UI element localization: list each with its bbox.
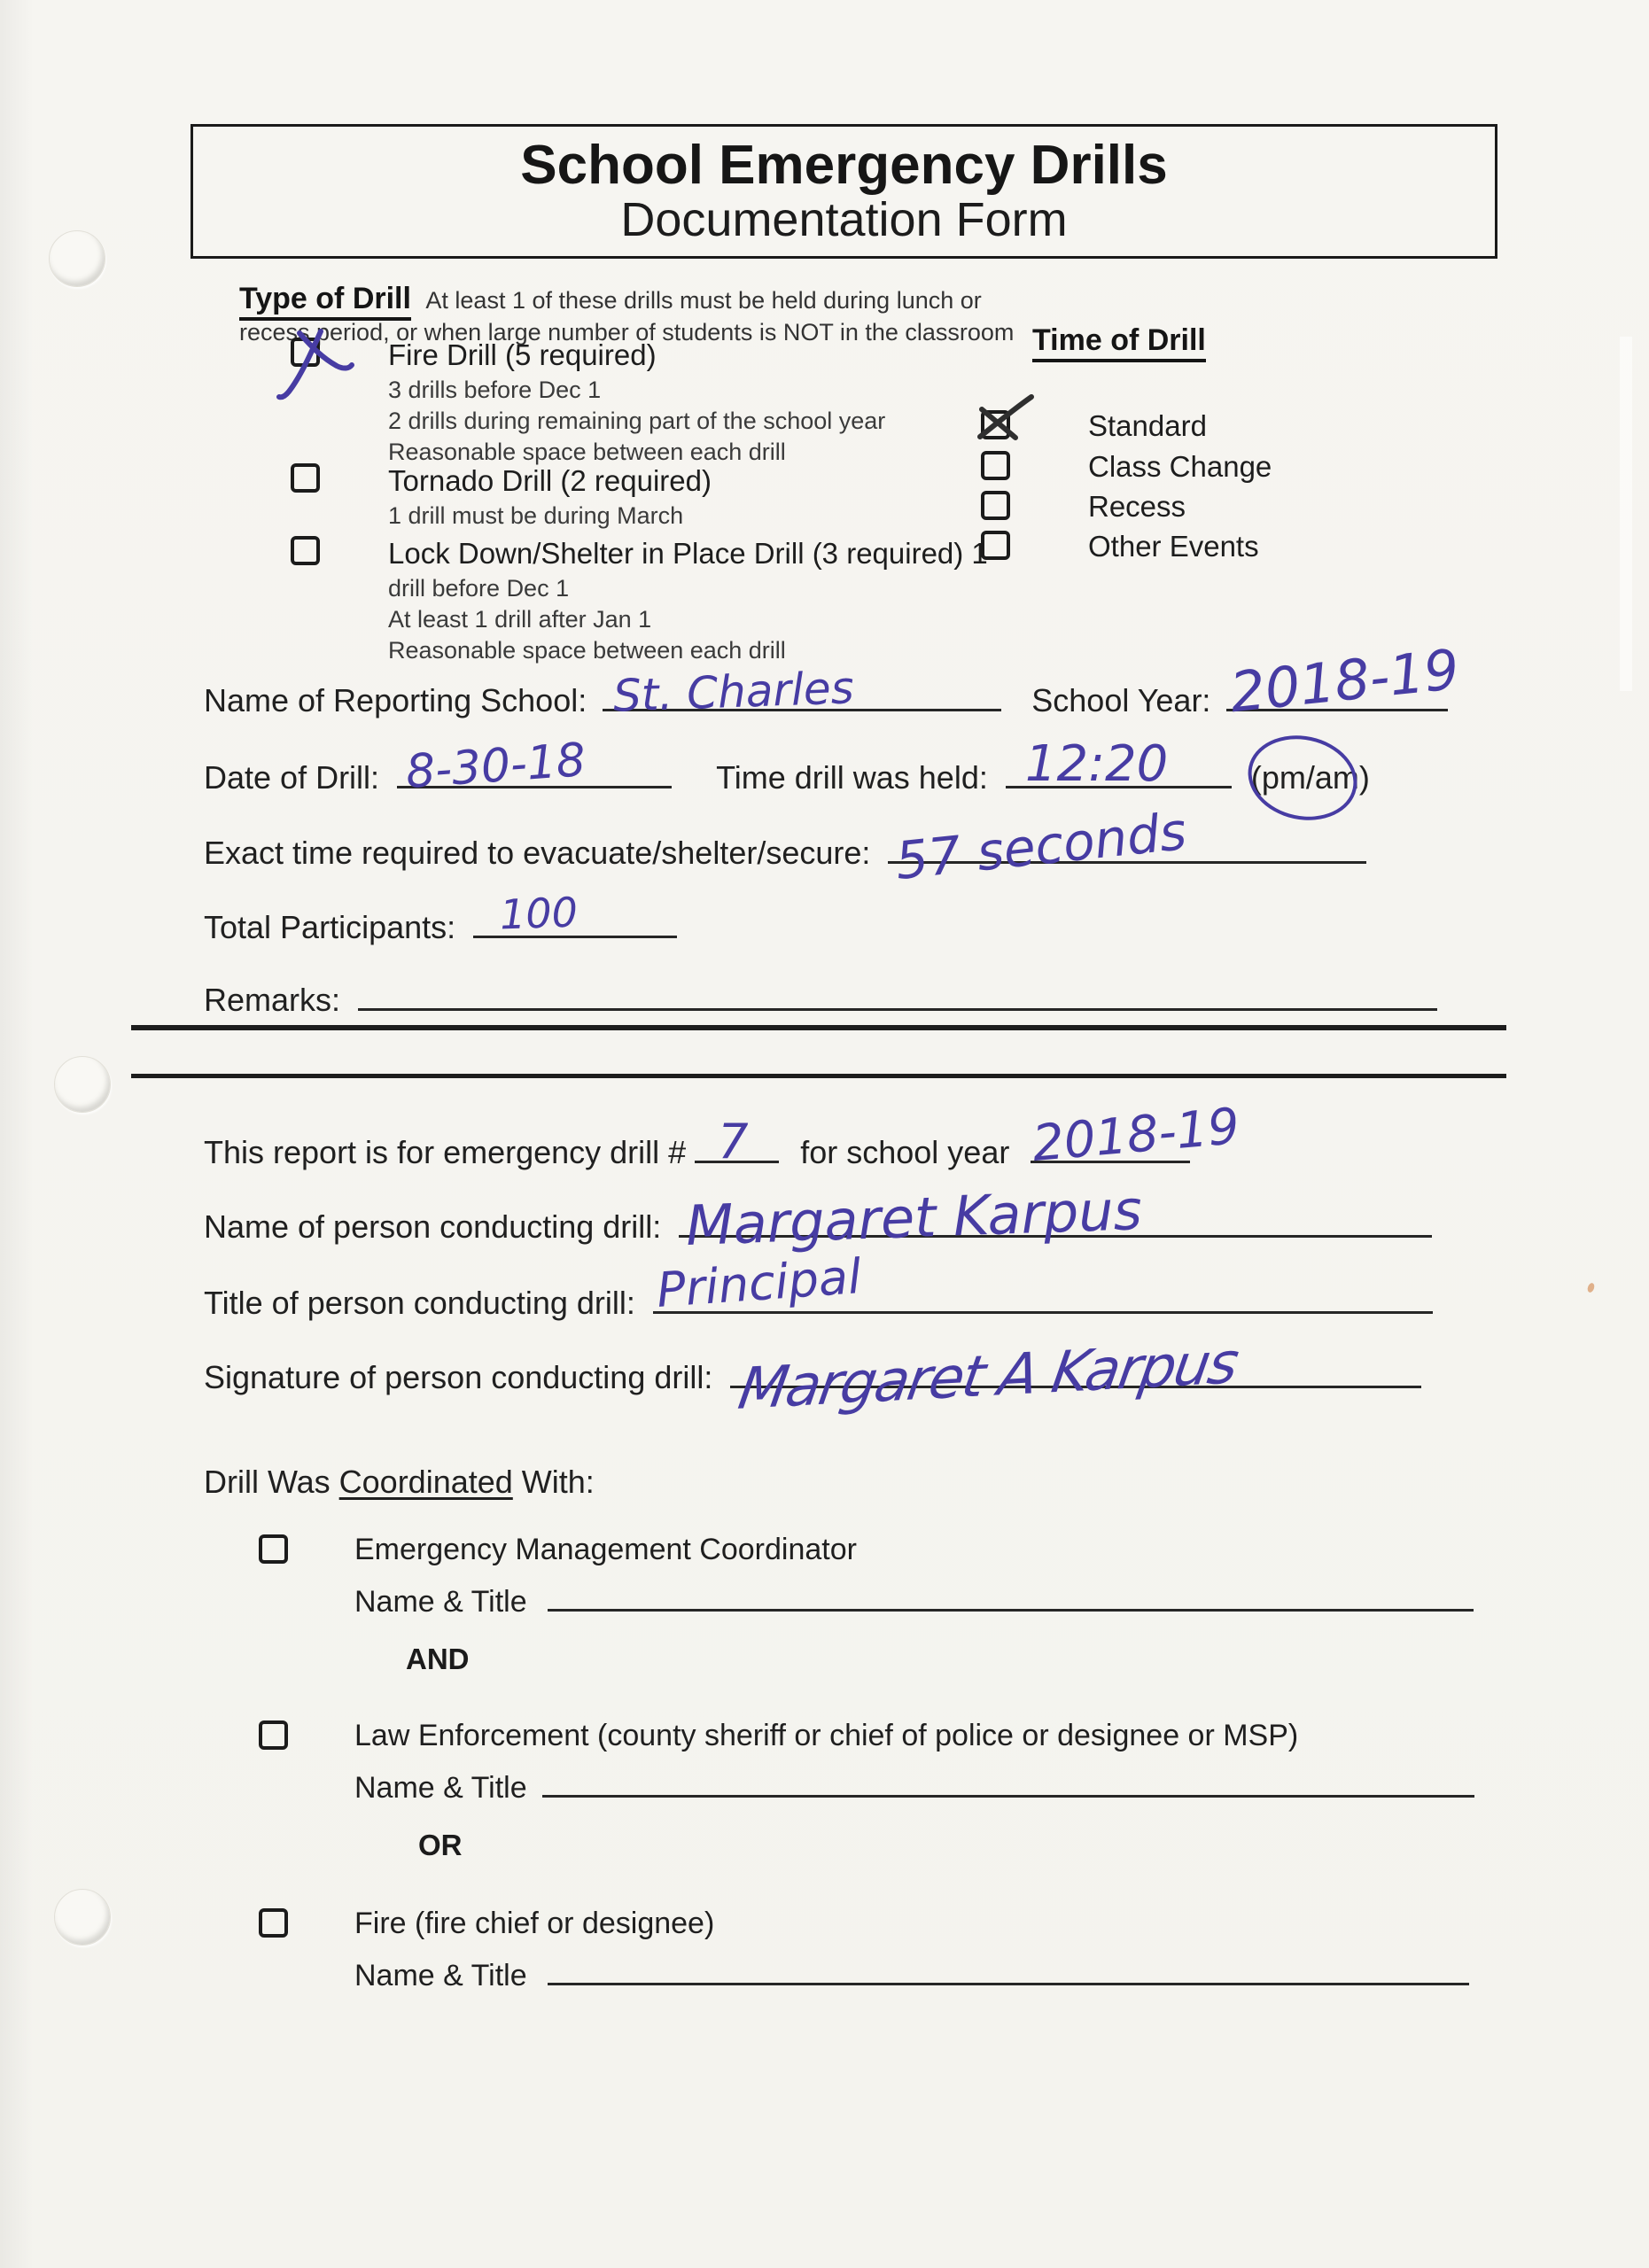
- report-prefix: This report is for emergency drill #: [204, 1134, 687, 1170]
- time-class-change-label: Class Change: [1088, 450, 1272, 483]
- and-separator: AND: [406, 1643, 470, 1675]
- time-recess-label: Recess: [1088, 490, 1186, 523]
- fire-drill-note-2: 2 drills during remaining part of the school year: [388, 408, 886, 434]
- date-input-line[interactable]: [397, 733, 672, 800]
- remarks-row: [204, 971, 1437, 1019]
- school-handwriting: St. Charles: [612, 662, 855, 722]
- conductor-title-row: [204, 1248, 1433, 1322]
- school-input-line[interactable]: [603, 662, 1001, 722]
- tornado-drill-label: Tornado Drill (2 required): [388, 464, 712, 497]
- conductor-name-row: [204, 1177, 1432, 1258]
- time-class-change-checkbox[interactable]: [981, 451, 1010, 480]
- remarks-label: Remarks:: [204, 982, 341, 1018]
- fire-name-title-label: Name & Title: [354, 1959, 527, 1992]
- remarks-input-line[interactable]: [358, 971, 1437, 1011]
- form-title: School Emergency Drills: [520, 134, 1168, 196]
- fire-name-title-row: [354, 1946, 1469, 1993]
- law-enforcement-checkbox[interactable]: [259, 1720, 288, 1750]
- lockdown-drill-label: Lock Down/Shelter in Place Drill (3 required) 1: [388, 537, 988, 570]
- scan-artifact-band: [1620, 337, 1632, 691]
- fire-coordination-checkbox[interactable]: [259, 1908, 288, 1938]
- conductor-title-label: Title of person conducting drill:: [204, 1285, 635, 1321]
- lockdown-drill-note-1: drill before Dec 1: [388, 575, 570, 602]
- type-of-drill-heading: Type of Drill: [239, 282, 411, 321]
- lockdown-drill-checkbox[interactable]: [291, 536, 320, 565]
- conductor-title-input-line[interactable]: [653, 1248, 1433, 1318]
- form-title-box: [191, 124, 1497, 259]
- time-recess-checkbox[interactable]: [981, 491, 1010, 520]
- year-input-line[interactable]: [1226, 636, 1463, 726]
- hole-punch-top: [49, 230, 105, 287]
- evac-time-input-line[interactable]: [888, 800, 1366, 892]
- lockdown-drill-note-2: At least 1 drill after Jan 1: [388, 606, 652, 633]
- emc-name-title-label: Name & Title: [354, 1585, 527, 1619]
- coordination-heading: Drill Was Coordinated With:: [204, 1464, 595, 1500]
- hole-punch-bottom: [54, 1889, 111, 1946]
- coordinated-word: Coordinated: [338, 1464, 513, 1500]
- tornado-drill-note-1: 1 drill must be during March: [388, 502, 684, 529]
- time-other-events-checkbox[interactable]: [981, 531, 1010, 560]
- signature-label: Signature of person conducting drill:: [204, 1359, 713, 1395]
- law-name-title-row: [354, 1758, 1474, 1806]
- fire-drill-label: Fire Drill (5 required): [388, 338, 657, 371]
- year-label: School Year:: [1031, 682, 1211, 718]
- law-name-title-label: Name & Title: [354, 1771, 527, 1805]
- emc-name-title-input-line[interactable]: [548, 1572, 1474, 1612]
- participants-row: [204, 888, 677, 946]
- fire-drill-check-x-mark: [266, 317, 363, 423]
- signature-handwriting: Margaret A Karpus: [734, 1330, 1242, 1424]
- report-middle: for school year: [800, 1134, 1010, 1170]
- hole-punch-middle: [54, 1056, 111, 1113]
- ampm-circle-annotation: [1240, 726, 1365, 830]
- law-name-title-input-line[interactable]: [542, 1758, 1474, 1798]
- evac-time-row: [204, 800, 1366, 892]
- section-divider-top: [131, 1025, 1506, 1030]
- evac-time-handwriting: 57 seconds: [892, 800, 1190, 892]
- section-divider-bottom: [131, 1074, 1506, 1078]
- law-enforcement-label: Law Enforcement (county sheriff or chief of police or designee or MSP): [354, 1719, 1299, 1752]
- participants-handwriting: 100: [499, 888, 579, 939]
- date-row: [204, 733, 1370, 800]
- signature-input-line[interactable]: [730, 1330, 1421, 1424]
- time-other-events-label: Other Events: [1088, 530, 1259, 563]
- date-handwriting: 8-30-18: [404, 733, 587, 800]
- time-held-handwriting: 12:20: [1024, 735, 1169, 793]
- report-number-row: [204, 1097, 1242, 1174]
- type-of-drill-note2: recess period, or when large number of students is NOT in the classroom: [239, 319, 1015, 346]
- report-year-input-line[interactable]: [1030, 1097, 1242, 1174]
- school-label: Name of Reporting School:: [204, 682, 587, 718]
- form-subtitle: Documentation Form: [620, 192, 1068, 246]
- emc-name-title-row: [354, 1572, 1474, 1619]
- conductor-name-label: Name of person conducting drill:: [204, 1208, 662, 1245]
- conductor-title-handwriting: Principal: [654, 1248, 863, 1318]
- year-handwriting: 2018-19: [1227, 636, 1463, 726]
- type-of-drill-heading-row: [239, 282, 982, 321]
- conductor-name-handwriting: Margaret Karpus: [685, 1177, 1144, 1258]
- drill-number-input-line[interactable]: [695, 1114, 779, 1169]
- time-held-input-line[interactable]: [1006, 735, 1232, 793]
- fire-drill-note-1: 3 drills before Dec 1: [388, 377, 602, 403]
- scan-artifact-speck: [1586, 1282, 1595, 1293]
- tornado-drill-checkbox[interactable]: [291, 463, 320, 493]
- lockdown-drill-note-3: Reasonable space between each drill: [388, 637, 786, 664]
- emc-checkbox[interactable]: [259, 1534, 288, 1564]
- date-label: Date of Drill:: [204, 759, 380, 796]
- type-of-drill-note1: At least 1 of these drills must be held during lunch or: [425, 287, 982, 314]
- fire-coordination-label: Fire (fire chief or designee): [354, 1907, 715, 1940]
- or-separator: OR: [418, 1829, 463, 1861]
- emc-label: Emergency Management Coordinator: [354, 1533, 857, 1566]
- drill-number-handwriting: 7: [718, 1114, 749, 1169]
- fire-drill-note-3: Reasonable space between each drill: [388, 439, 786, 465]
- standard-check-x-mark: [968, 388, 1047, 450]
- time-held-label: Time drill was held:: [716, 759, 988, 796]
- participants-label: Total Participants:: [204, 909, 456, 945]
- time-of-drill-heading: Time of Drill: [1032, 323, 1206, 362]
- time-of-drill-heading-row: [1032, 323, 1206, 362]
- ampm-label: (pm/am): [1251, 759, 1370, 796]
- time-standard-label: Standard: [1088, 409, 1207, 442]
- participants-input-line[interactable]: [473, 888, 677, 939]
- fire-name-title-input-line[interactable]: [548, 1946, 1469, 1985]
- conductor-name-input-line[interactable]: [679, 1177, 1432, 1258]
- report-year-handwriting: 2018-19: [1030, 1097, 1242, 1174]
- signature-row: [204, 1330, 1421, 1424]
- evac-time-label: Exact time required to evacuate/shelter/secure:: [204, 835, 871, 871]
